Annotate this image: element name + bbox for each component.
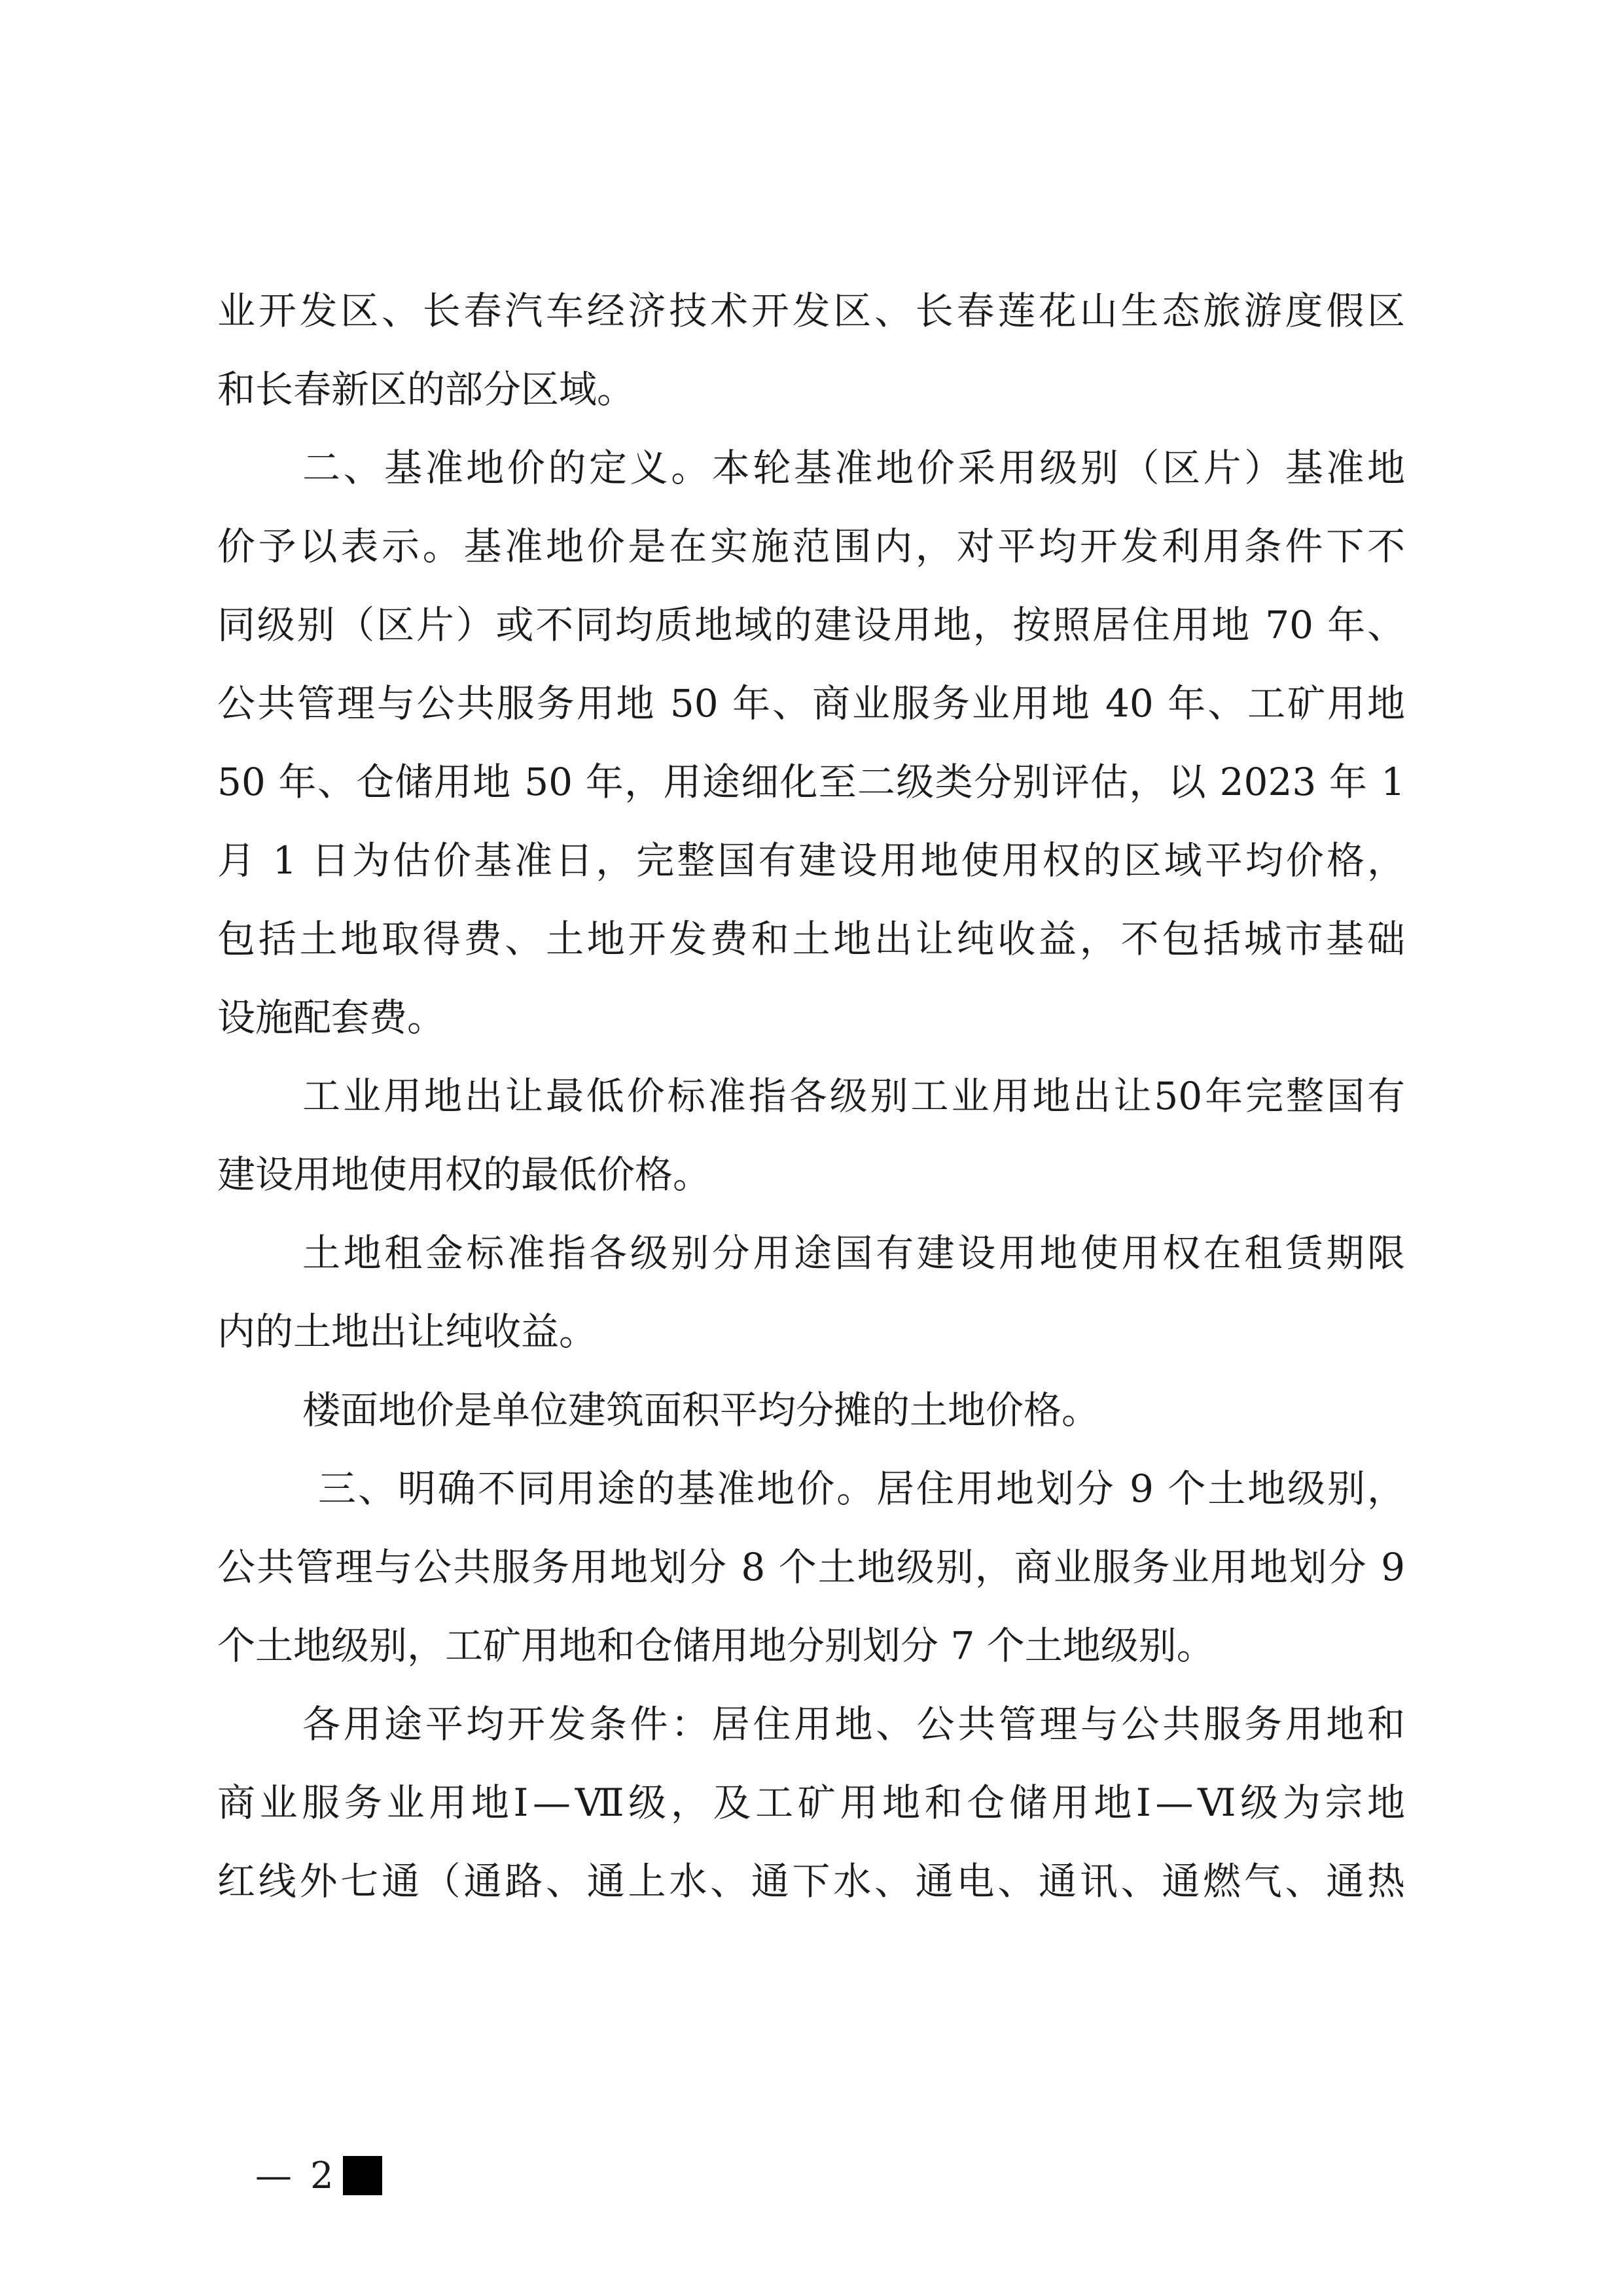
text-line-8: 月 1 日为估价基准日，完整国有建设用地使用权的区域平均价格， (217, 838, 1405, 883)
text-line-1: 业开发区、长春汽车经济技术开发区、长春莲花山生态旅游度假区 (217, 289, 1405, 333)
text-line-4: 价予以表示。基准地价是在实施范围内，对平均开发利用条件下不 (217, 524, 1405, 569)
text-line-10: 设施配套费。 (217, 995, 446, 1040)
text-line-6: 公共管理与公共服务用地 50 年、商业服务业用地 40 年、工矿用地 (217, 681, 1405, 726)
text-line-21: 红线外七通（通路、通上水、通下水、通电、通讯、通燃气、通热 (217, 1859, 1405, 1903)
text-line-2: 和长春新区的部分区域。 (217, 367, 635, 412)
text-line-13: 土地租金标准指各级别分用途国有建设用地使用权在租赁期限 (302, 1231, 1405, 1275)
text-line-11: 工业用地出让最低价标准指各级别工业用地出让50年完整国有 (302, 1074, 1405, 1118)
section-heading-3: 三、明确不同用途的基准地价。居住用地划分 9 个土地级别， (318, 1466, 1405, 1511)
text-line-5: 同级别（区片）或不同均质地域的建设用地，按照居住用地 70 年、 (217, 603, 1405, 647)
footer-block-mark (343, 2156, 382, 2195)
text-line-7: 50 年、仓储用地 50 年，用途细化至二级类分别评估，以 2023 年 1 (217, 760, 1405, 804)
text-line-20: 商业服务业用地Ⅰ—Ⅶ级，及工矿用地和仓储用地Ⅰ—Ⅵ级为宗地 (217, 1780, 1405, 1825)
text-line-12: 建设用地使用权的最低价格。 (217, 1152, 711, 1197)
text-line-15: 楼面地价是单位建筑面积平均分摊的土地价格。 (302, 1388, 1100, 1432)
text-line-18: 个土地级别，工矿用地和仓储用地分别划分 7 个土地级别。 (217, 1623, 1215, 1668)
text-line-9: 包括土地取得费、土地开发费和土地出让纯收益，不包括城市基础 (217, 917, 1405, 961)
page-number: 2 (310, 2154, 334, 2197)
footer-dash: — (255, 2154, 292, 2197)
page-footer (255, 2149, 382, 2202)
text-line-17: 公共管理与公共服务用地划分 8 个土地级别，商业服务业用地划分 9 (217, 1545, 1405, 1589)
section-heading-2: 二、基准地价的定义。本轮基准地价采用级别（区片）基准地 (302, 446, 1405, 490)
text-line-19: 各用途平均开发条件：居住用地、公共管理与公共服务用地和 (302, 1702, 1405, 1746)
text-line-14: 内的土地出让纯收益。 (217, 1309, 597, 1354)
